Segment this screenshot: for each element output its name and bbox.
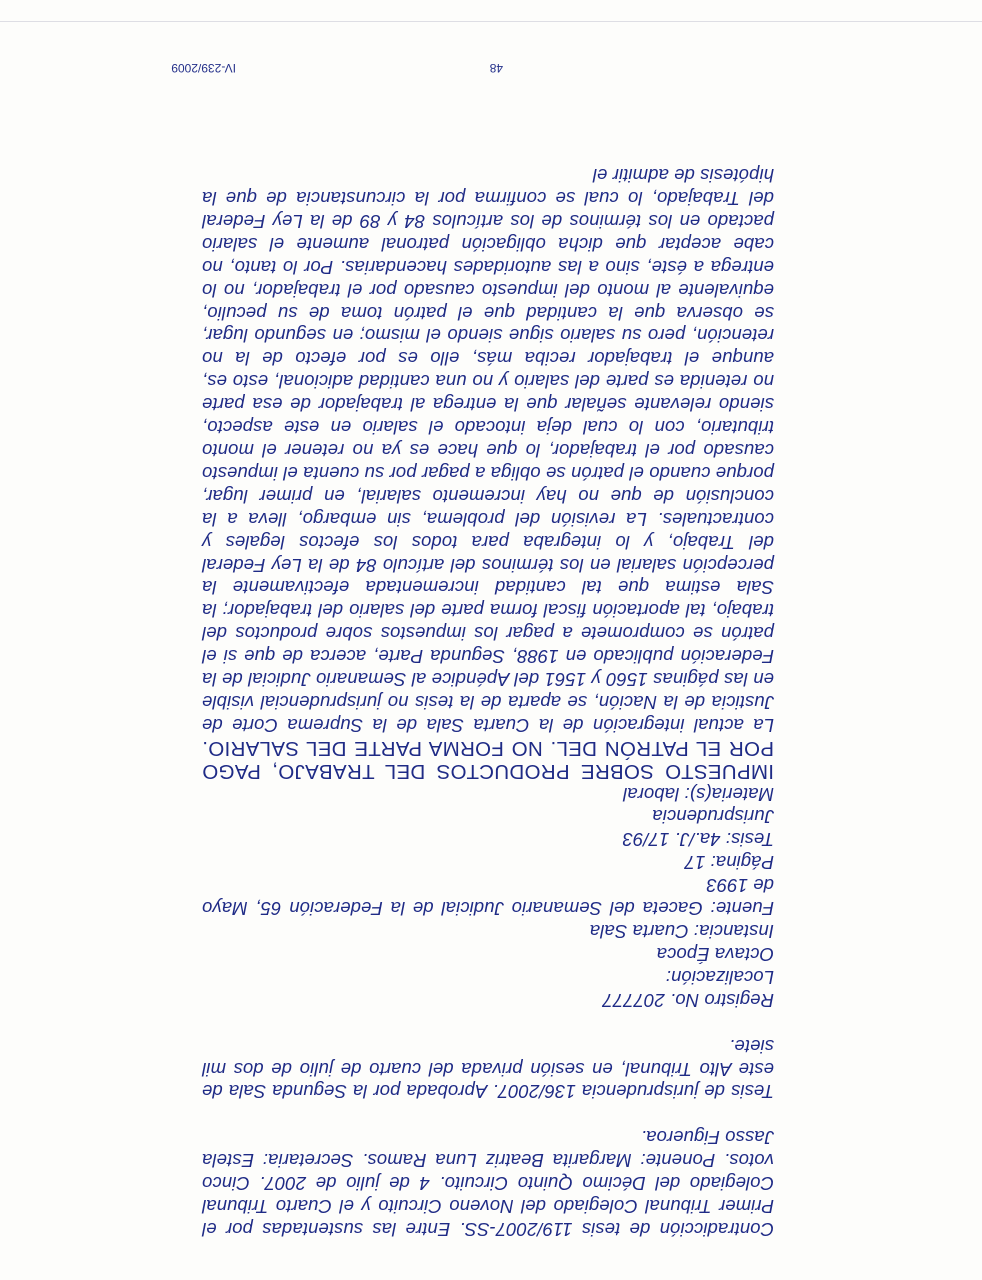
page-footer bbox=[0, 53, 982, 75]
document-body bbox=[202, 163, 774, 1240]
registro-line: Registro No. 207777 bbox=[602, 989, 774, 1011]
tesis-text bbox=[202, 163, 774, 781]
fuente-line: Fuente: Gaceta del Semanario Judicial de la Federación 65, Mayo de 1993 bbox=[202, 875, 774, 920]
document-reference: IV-239/2009 bbox=[171, 61, 236, 75]
tesis-body: La actual integración de la Cuarta Sala de la Suprema Corte de Justicia de la Nación, se aparta de la tesis no jurisprudencial visible en las páginas 1560 y 1561 del Apéndice al Semanario Judicial de la Federación publicado en 1988, Segunda Parte, acerca de que si el patrón se compromete a pagar los impuestos sobre productos del trabajo, tal aportación fiscal forma parte del salario del trabajador; la Sala estima que tal cantidad incrementada efectivamente la percepción salarial en los términos del artículo 84 de la Ley Federal del Trabajo, y lo integraba para todos los efectos legales y contractuales. La revisión del problema, sin embargo, lleva a la conclusión de que no hay incremento salarial, en primer lugar, porque cuando el patrón se obliga a pagar por su cuenta el impuesto causado por el trabajador, lo que hace es ya no retener el monto tributario, con lo cual deja intocado el salario en este aspecto, siendo relevante señalar que la entrega al trabajador de esa parte no retenida es parte del salario y no una cantidad adicional, esto es, aunque el trabajador reciba más, ello es por efecto de la no retención, pero su salario sigue siendo el mismo; en segundo lugar, se observa que la cantidad que el patrón toma de su peculio, equivalente al monto del impuesto causado por el trabajador, no lo entrega a éste, sino a las autoridades hacendarias. Por lo tanto, no cabe aceptar que dicha obligación patronal aumente el salario pactado en los términos de los artículos 84 y 89 de la Ley Federal del Trabajado, lo cual se confirma por la circunstancia de que la hipótesis de admitir el bbox=[202, 165, 774, 736]
localizacion-line: Localización: bbox=[665, 966, 774, 988]
scan-edge-line bbox=[0, 21, 982, 22]
tipo-line: Jurisprudencia bbox=[652, 806, 774, 828]
instancia-line: Instancia: Cuarta Sala bbox=[589, 921, 774, 943]
contradiccion-paragraph: Contradicción de tesis 119/2007-SS. Entre las sustentadas por el Primer Tribunal Colegiado del Noveno Circuito y el Cuarto Tribunal Colegiado del Décimo Quinto Circuito. 4 de julio de 2007. Cinco votos. Ponente: Margarita Beatriz Luna Ramos. Secretaria: Estela Jasso Figueroa. bbox=[202, 1127, 774, 1240]
paragraph-gap bbox=[202, 1011, 774, 1034]
epoca-line: Octava Época bbox=[656, 943, 774, 965]
pagina-line: Página: 17 bbox=[684, 852, 774, 874]
metadata-block bbox=[202, 782, 774, 1011]
tesis-line: Tesis: 4a./J. 17/93 bbox=[622, 829, 774, 851]
tesis-rubro: IMPUESTO SOBRE PRODUCTOS DEL TRABAJO, PAGO POR EL PATRÓN DEL. NO FORMA PARTE DEL SALARIO. bbox=[202, 736, 774, 783]
page-number: 48 bbox=[489, 61, 503, 75]
paragraph-gap bbox=[202, 1102, 774, 1125]
tesis-aprobada-paragraph: Tesis de jurisprudencia 136/2007. Aprobada por la Segunda Sala de este Alto Tribunal, en sesión privada del cuarto de julio de dos mil siete. bbox=[202, 1035, 774, 1103]
materia-line: Materia(s): laboral bbox=[623, 783, 774, 805]
